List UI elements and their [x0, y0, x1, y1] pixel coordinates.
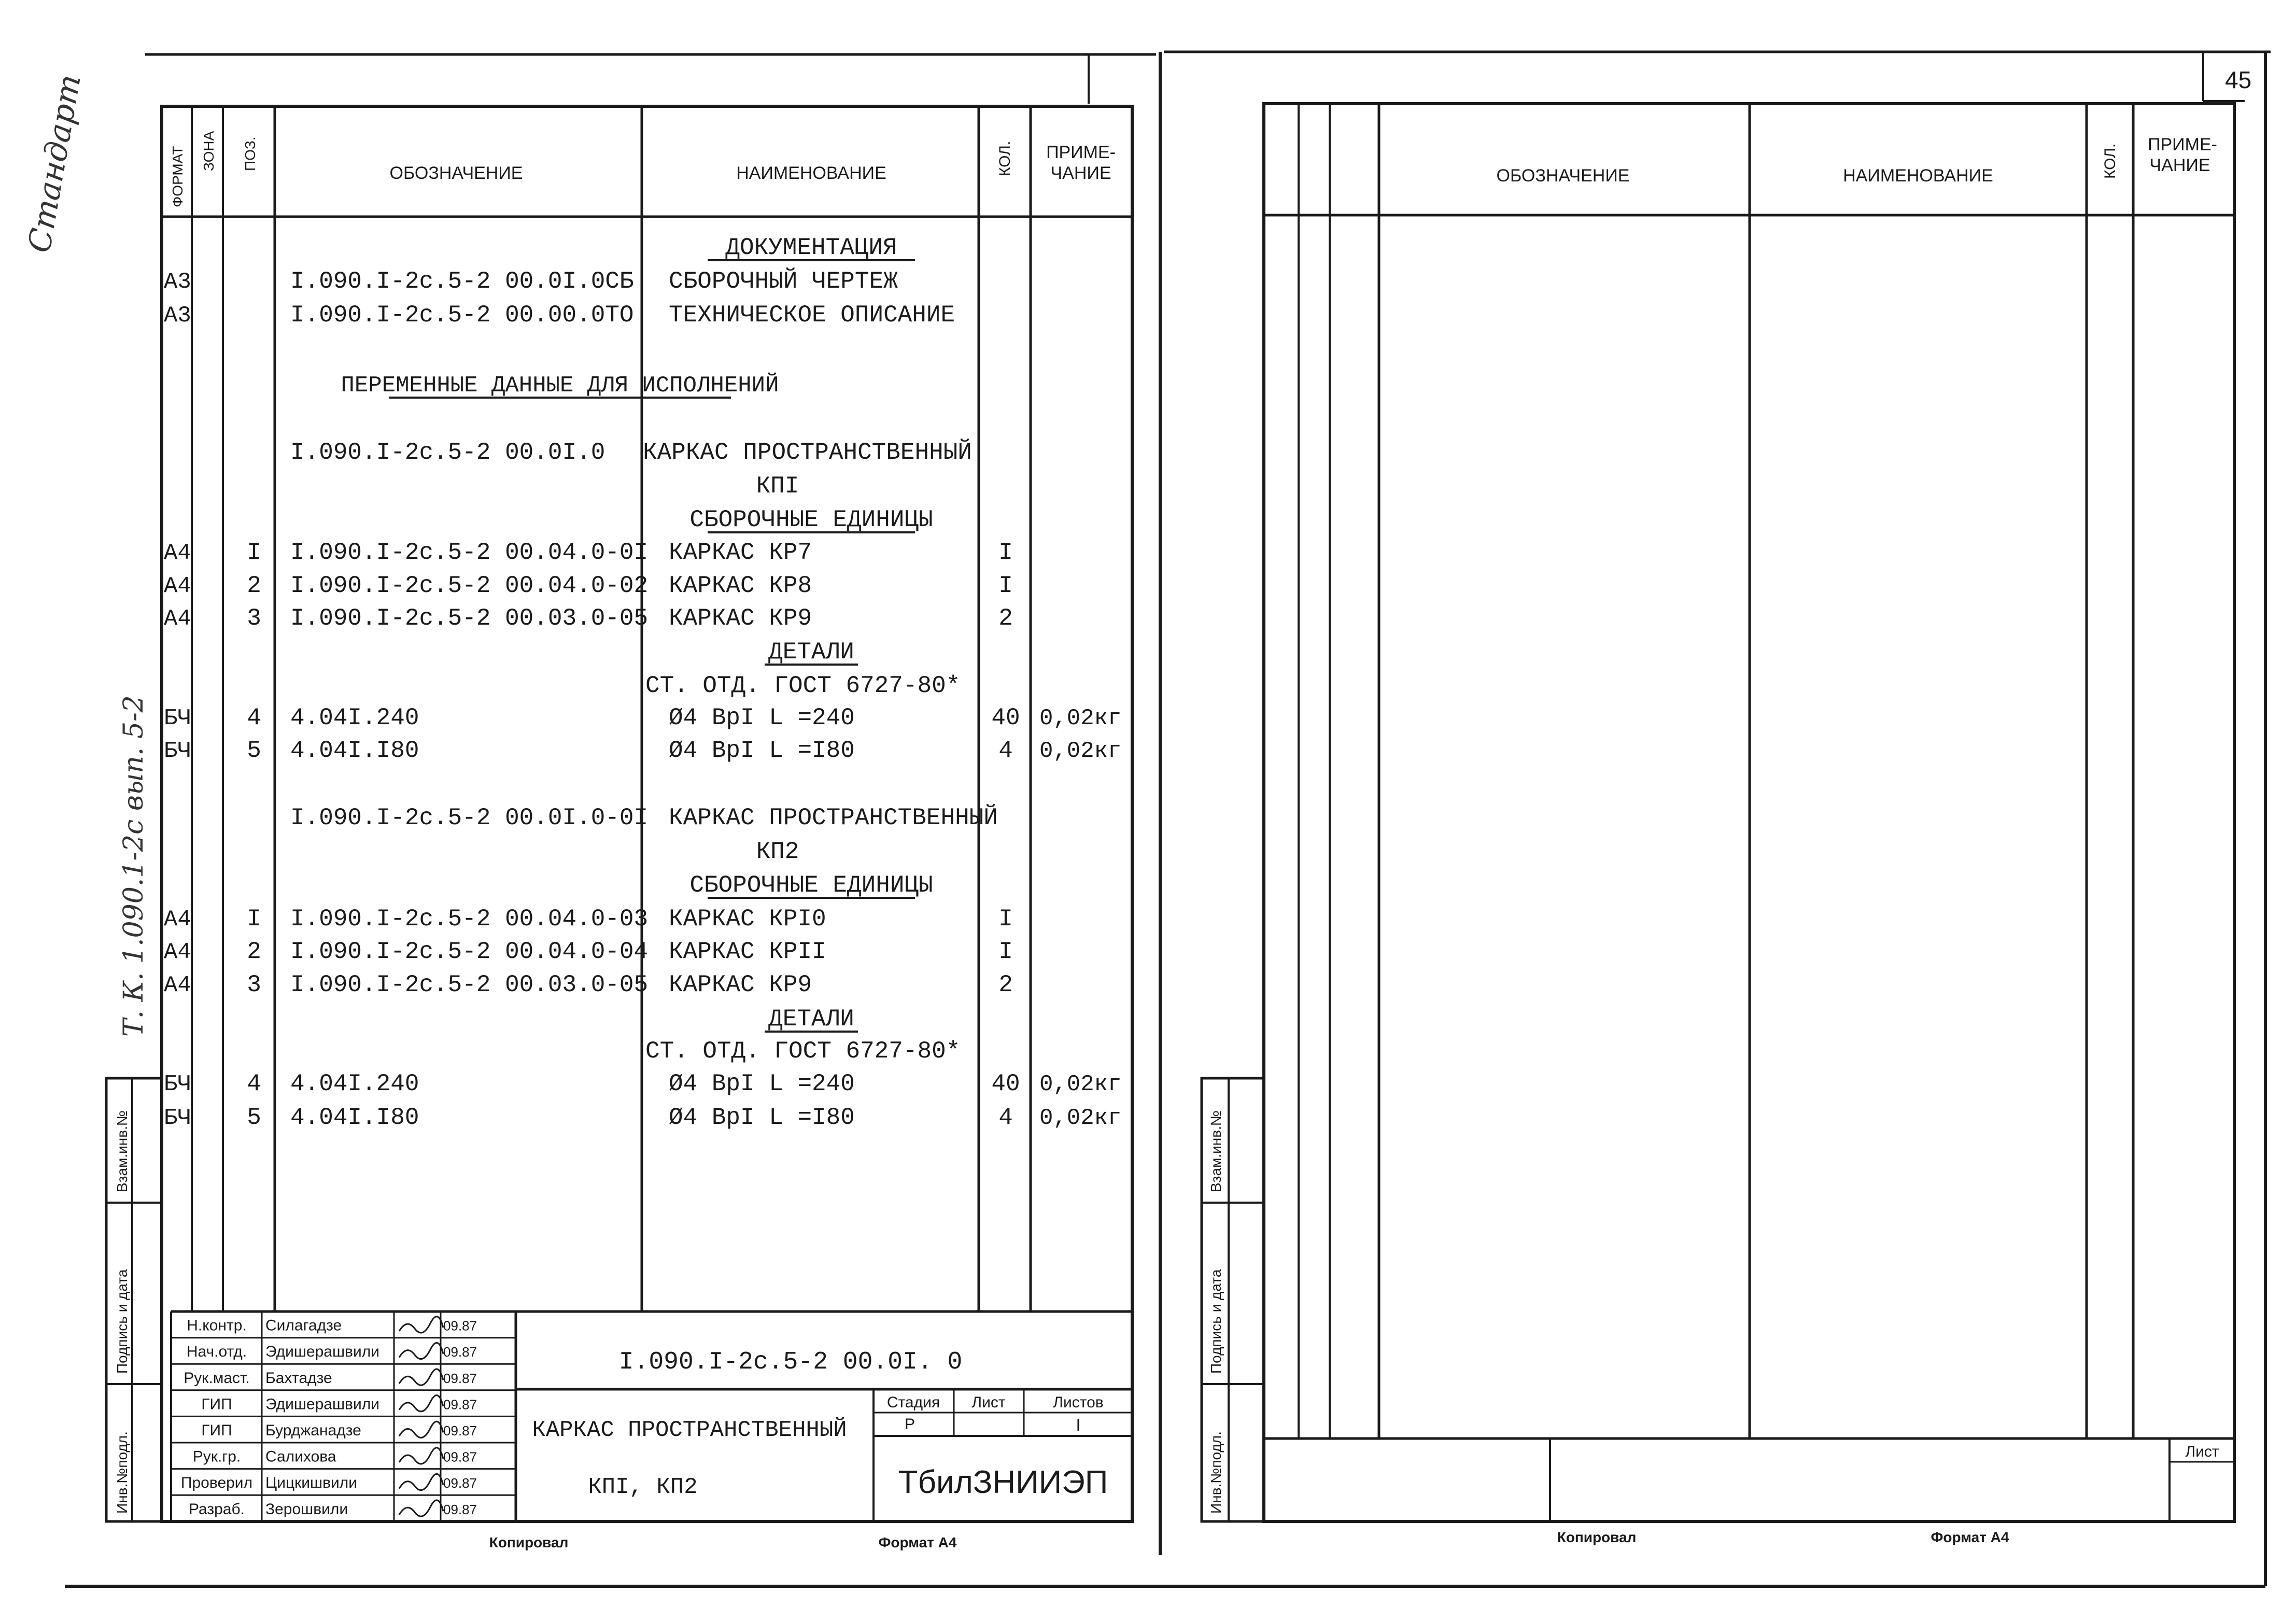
- doc-code: I.090.I-2с.5-2 00.0I. 0: [618, 1348, 963, 1376]
- footer-format-right: Формат А4: [1931, 1529, 2009, 1545]
- row-designation: I.090.I-2с.5-2 00.04.0-04: [290, 938, 649, 965]
- row-pos: 5: [247, 737, 261, 764]
- right-header-note-1: ПРИМЕ-: [2148, 135, 2217, 154]
- row-name: СБОРОЧНЫЕ ЕДИНИЦЫ: [689, 872, 933, 899]
- row-name: Ø4 ВрI L =I80: [669, 1104, 855, 1131]
- row-designation: I.090.I-2с.5-2 00.0I.0: [290, 439, 605, 466]
- organization: ТбилЗНИИЭП: [898, 1464, 1108, 1500]
- header-zone: ЗОНА: [201, 131, 217, 171]
- header-note-2: ЧАНИЕ: [1050, 163, 1111, 183]
- row-pos: I: [247, 906, 261, 933]
- title-line-1: КАРКАС ПРОСТРАНСТВЕННЫЙ: [532, 1417, 847, 1443]
- footer-copied-left: Копировал: [489, 1534, 569, 1550]
- row-name: ДЕТАЛИ: [768, 1006, 854, 1033]
- person-date: 09.87: [443, 1370, 477, 1386]
- right-header-name: НАИМЕНОВАНИЕ: [1843, 166, 1993, 186]
- row-format: БЧ: [164, 738, 191, 764]
- row-qty: I: [998, 906, 1013, 933]
- person-name: Салихова: [265, 1448, 336, 1465]
- stage-label: Стадия: [886, 1394, 940, 1411]
- stamp-inv-podl: Инв.№подл.: [114, 1431, 130, 1514]
- header-name: НАИМЕНОВАНИЕ: [736, 163, 886, 183]
- row-pos: 4: [247, 1070, 261, 1097]
- person-date: 09.87: [443, 1449, 477, 1465]
- row-name: ДЕТАЛИ: [768, 639, 854, 666]
- row-pos: 3: [247, 971, 261, 998]
- person-name: Бурджанадзе: [265, 1422, 361, 1439]
- header-designation: ОБОЗНАЧЕНИЕ: [389, 163, 523, 183]
- row-qty: 4: [998, 1104, 1013, 1131]
- row-name: Ø4 ВрI L =240: [669, 1070, 855, 1097]
- row-name: ТЕХНИЧЕСКОЕ ОПИСАНИЕ: [669, 302, 955, 329]
- row-name: СТ. ОТД. ГОСТ 6727-80*: [645, 672, 961, 699]
- row-format: А4: [164, 573, 191, 599]
- row-designation: I.090.I-2с.5-2 00.03.0-05: [290, 971, 649, 998]
- right-sheet-label: Лист: [2185, 1443, 2219, 1460]
- row-designation: I.090.I-2с.5-2 00.04.0-02: [290, 572, 649, 599]
- right-stamp-podpis: Подпись и дата: [1208, 1269, 1224, 1374]
- row-qty: I: [998, 572, 1013, 599]
- row-designation: I.090.I-2с.5-2 00.04.0-03: [290, 906, 649, 933]
- row-designation: I.090.I-2с.5-2 00.04.0-0I: [290, 539, 649, 566]
- row-pos: 4: [247, 704, 261, 731]
- person-date: 09.87: [443, 1475, 477, 1491]
- right-header-designation: ОБОЗНАЧЕНИЕ: [1496, 166, 1630, 186]
- row-name: КАРКАС КР8: [669, 572, 812, 599]
- row-format: БЧ: [164, 1105, 191, 1131]
- person-role: ГИП: [201, 1395, 232, 1413]
- row-pos: I: [247, 539, 261, 566]
- right-header-qty: КОЛ.: [2102, 143, 2119, 179]
- person-date: 09.87: [443, 1397, 477, 1413]
- stage-value: Р: [905, 1416, 915, 1433]
- row-note: 0,02кг: [1039, 1071, 1122, 1097]
- header-pos: ПОЗ.: [242, 136, 258, 171]
- person-role: Нач.отд.: [186, 1343, 247, 1361]
- row-name: КП2: [756, 838, 799, 865]
- signature-mark: [399, 1395, 443, 1412]
- person-name: Цицкишвили: [265, 1474, 358, 1492]
- person-name: Эдишерашвили: [265, 1343, 379, 1361]
- stamp-podpis: Подпись и дата: [114, 1269, 130, 1374]
- row-name: КПI: [756, 473, 799, 500]
- row-name: КАРКАС КР9: [669, 971, 812, 998]
- signature-mark: [399, 1448, 443, 1464]
- row-qty: 40: [991, 704, 1020, 731]
- person-date: 09.87: [443, 1318, 477, 1334]
- person-role: Рук.гр.: [192, 1448, 241, 1465]
- row-note: 0,02кг: [1039, 1105, 1122, 1131]
- footer-copied-right: Копировал: [1557, 1529, 1637, 1545]
- right-stamp-inv-vzam: Взам.инв.№: [1208, 1110, 1224, 1192]
- row-qty: I: [998, 539, 1013, 566]
- person-name: Бахтадзе: [265, 1369, 332, 1387]
- right-sheet-grid: [1264, 104, 2234, 1521]
- signature-mark: [399, 1317, 443, 1333]
- row-pos: 2: [247, 938, 261, 965]
- row-name: КАРКАС КР9: [669, 605, 812, 632]
- footer-format-left: Формат А4: [878, 1534, 957, 1550]
- signature-mark: [399, 1500, 443, 1516]
- row-name: Ø4 ВрI L =240: [669, 704, 855, 731]
- row-pos: 5: [247, 1104, 261, 1131]
- row-designation: 4.04I.240: [290, 1070, 419, 1097]
- person-date: 09.87: [443, 1344, 477, 1360]
- row-designation: 4.04I.I80: [290, 1104, 419, 1131]
- row-note: 0,02кг: [1039, 706, 1122, 731]
- row-name: КАРКАС КРII: [669, 938, 826, 965]
- row-qty: 2: [998, 605, 1013, 632]
- signature-mark: [399, 1343, 443, 1359]
- row-designation: I.090.I-2с.5-2 00.0I.0-0I: [290, 805, 649, 831]
- row-designation: I.090.I-2с.5-2 00.0I.0СБ: [290, 268, 634, 295]
- person-role: Разраб.: [188, 1500, 245, 1518]
- person-role: Проверил: [180, 1474, 253, 1492]
- row-designation: I.090.I-2с.5-2 00.00.0ТО: [290, 302, 634, 329]
- row-name: КАРКАС КР7: [669, 539, 812, 566]
- stamp-inv-vzam: Взам.инв.№: [114, 1110, 130, 1192]
- row-format: А4: [164, 540, 191, 566]
- row-qty: I: [998, 938, 1013, 965]
- side-note: Т. К. 1.090.1-2с вып. 5-2: [118, 695, 149, 1037]
- person-role: ГИП: [201, 1422, 232, 1439]
- row-format: БЧ: [164, 1071, 191, 1097]
- row-name: ДОКУМЕНТАЦИЯ: [725, 234, 897, 261]
- row-pos: 3: [247, 605, 261, 632]
- row-format: А3: [164, 303, 191, 329]
- signature-mark: [399, 1421, 443, 1437]
- row-designation: 4.04I.I80: [290, 737, 419, 764]
- person-date: 09.87: [443, 1423, 477, 1438]
- title-line-2: КПI, КП2: [588, 1474, 698, 1500]
- person-name: Эдишерашвили: [265, 1395, 379, 1413]
- header-qty: КОЛ.: [996, 140, 1013, 176]
- row-name: СТ. ОТД. ГОСТ 6727-80*: [645, 1038, 961, 1065]
- signature-mark: [399, 1369, 443, 1385]
- header-format: ФОРМАТ: [170, 146, 186, 207]
- sheets-value: I: [1076, 1416, 1081, 1434]
- row-format: А4: [164, 907, 191, 933]
- sheets-label: Листов: [1053, 1394, 1104, 1411]
- corner-scribble: Стандарт: [21, 72, 89, 256]
- row-name: КАРКАС КРI0: [669, 906, 826, 933]
- header-note-1: ПРИМЕ-: [1046, 143, 1116, 162]
- row-qty: 2: [998, 971, 1013, 998]
- right-header-note-2: ЧАНИЕ: [2149, 156, 2210, 175]
- row-format: А3: [164, 269, 191, 295]
- row-format: БЧ: [164, 706, 191, 731]
- row-qty: 40: [991, 1070, 1020, 1097]
- sheet-label: Лист: [971, 1394, 1006, 1411]
- person-role: Рук.маст.: [184, 1369, 250, 1387]
- row-designation: I.090.I-2с.5-2 00.03.0-05: [290, 605, 649, 632]
- signature-mark: [399, 1474, 443, 1490]
- row-name: СБОРОЧНЫЙ ЧЕРТЕЖ: [669, 268, 898, 295]
- row-qty: 4: [998, 737, 1013, 764]
- title-block-people: [171, 1317, 516, 1521]
- person-name: Силагадзе: [265, 1317, 342, 1334]
- sheet-number: 45: [2225, 66, 2252, 93]
- row-name: КАРКАС ПРОСТРАНСТВЕННЫЙ: [669, 805, 998, 831]
- row-name: Ø4 ВрI L =I80: [669, 737, 855, 764]
- person-role: Н.контр.: [187, 1317, 247, 1334]
- row-format: А4: [164, 939, 191, 965]
- person-name: Зерошвили: [265, 1500, 348, 1518]
- row-designation: 4.04I.240: [290, 704, 419, 731]
- row-name: СБОРОЧНЫЕ ЕДИНИЦЫ: [689, 506, 933, 533]
- row-format: А4: [164, 606, 191, 632]
- right-stamp-inv-podl: Инв.№подл.: [1208, 1431, 1224, 1514]
- row-pos: 2: [247, 572, 261, 599]
- row-format: А4: [164, 972, 191, 998]
- person-date: 09.87: [443, 1501, 477, 1517]
- row-note: 0,02кг: [1039, 738, 1122, 764]
- row-name: КАРКАС ПРОСТРАНСТВЕННЫЙ: [643, 439, 972, 466]
- row-designation: ПЕРЕМЕННЫЕ ДАННЫЕ ДЛЯ ИСПОЛНЕНИЙ: [341, 373, 779, 399]
